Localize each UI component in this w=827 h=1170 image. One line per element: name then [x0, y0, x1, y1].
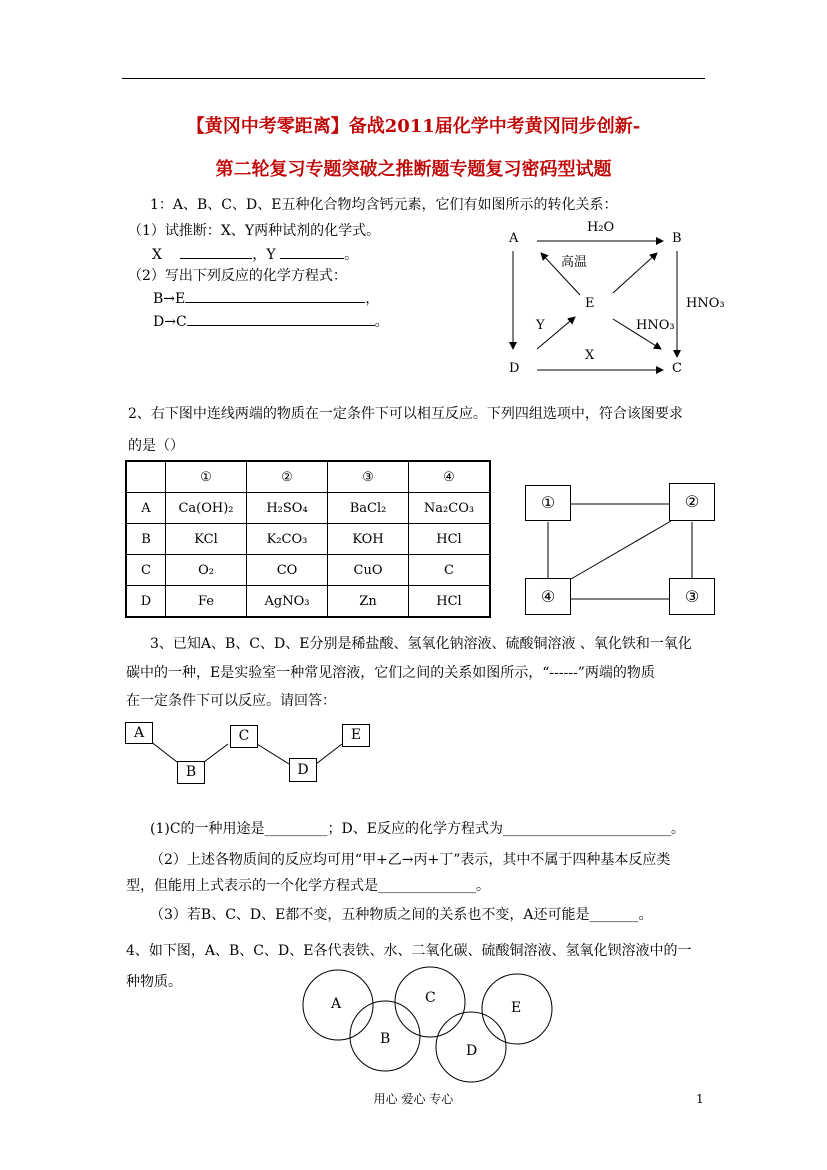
label-x: X — [585, 348, 595, 363]
row-label: D — [126, 586, 166, 618]
q1-eq2-line — [153, 313, 389, 331]
box-4: ④ — [525, 578, 571, 615]
node-d: D — [509, 361, 520, 376]
line-4-2 — [571, 521, 671, 579]
table-cell: C — [409, 555, 491, 586]
table-cell: Zn — [328, 586, 409, 618]
q1-intro: 1：A、B、C、D、E五种化合物均含钙元素，它们有如图所示的转化关系： — [150, 197, 618, 213]
chain-box-c: C — [230, 725, 258, 748]
chain-box-d: D — [289, 758, 317, 782]
ring-label-e: E — [511, 1000, 522, 1016]
table-header: ① — [166, 461, 247, 493]
row-label: B — [126, 524, 166, 555]
table-header: ③ — [328, 461, 409, 493]
q1-eq2-end: 。 — [374, 314, 389, 330]
table-cell: AgNO₃ — [247, 586, 328, 618]
q1-p1-end: 。 — [344, 247, 359, 263]
table-cell: HCl — [409, 524, 491, 555]
label-gaowen: 高温 — [561, 255, 588, 270]
q2-options-table — [125, 460, 491, 618]
q1-eq1-label: B→E — [153, 291, 186, 307]
q1-blanks-xy — [152, 246, 358, 264]
table-header: ② — [247, 461, 328, 493]
table-row — [126, 524, 490, 555]
table-cell: CuO — [328, 555, 409, 586]
line-d-e — [316, 744, 342, 764]
label-y: Y — [536, 318, 545, 333]
q1-eq1-end: ， — [365, 291, 380, 307]
ring-label-d: D — [466, 1043, 478, 1059]
q1-y-label: ，Y — [252, 247, 276, 263]
q3-sub2a: （2）上述各物质间的反应均可用“甲+乙→丙+丁”表示，其中不属于四种基本反应类 — [150, 852, 671, 868]
node-b: B — [672, 231, 682, 246]
box-2: ② — [669, 483, 715, 521]
table-cell: K₂CO₃ — [247, 524, 328, 555]
node-a: A — [509, 231, 519, 246]
table-cell: O₂ — [166, 555, 247, 586]
chain-box-e: E — [342, 724, 370, 747]
ring-label-b: B — [380, 1031, 391, 1047]
chain-box-a: A — [125, 722, 153, 744]
q1-eq2-label: D→C — [153, 314, 187, 330]
table-cell: KOH — [328, 524, 409, 555]
table-header-row — [126, 461, 490, 493]
page-number: 1 — [696, 1092, 704, 1106]
node-e: E — [585, 296, 595, 311]
q1-eq1-line — [153, 290, 379, 308]
line-c-d — [257, 744, 289, 764]
table-cell: HCl — [409, 586, 491, 618]
table-cell: Na₂CO₃ — [409, 493, 491, 524]
header-rule — [122, 78, 705, 79]
q1-x-label: X — [152, 247, 162, 263]
table-row — [126, 555, 490, 586]
table-cell: CO — [247, 555, 328, 586]
arrow-e-to-b — [613, 253, 657, 293]
q1-y-blank[interactable] — [280, 258, 344, 259]
table-header: ④ — [409, 461, 491, 493]
box-3: ③ — [669, 578, 715, 615]
label-hno3-right: HNO₃ — [686, 296, 725, 311]
q4-line1: 4、如下图，A、B、C、D、E各代表铁、水、二氧化碳、硫酸铜溶液、氢氧化钡溶液中的一 — [126, 943, 692, 959]
page-footer: 用心 爱心 专心 — [373, 1092, 454, 1106]
q1-part1: （1）试推断：X、Y两种试剂的化学式。 — [128, 223, 381, 239]
q3-sub3: （3）若B、C、D、E都不变，五种物质之间的关系也不变，A还可能是_______。 — [150, 907, 653, 923]
line-b-c — [204, 744, 228, 762]
q3-line3: 在一定条件下可以反应。请回答： — [126, 693, 336, 709]
table-cell: Fe — [166, 586, 247, 618]
doc-title-line2: 第二轮复习专题突破之推断题专题复习密码型试题 — [215, 159, 612, 180]
row-label: C — [126, 555, 166, 586]
table-corner — [126, 461, 166, 493]
q1-eq1-blank[interactable] — [185, 302, 365, 303]
ring-label-a: A — [331, 996, 342, 1012]
node-c: C — [672, 361, 682, 376]
q1-part2: （2）写出下列反应的化学方程式： — [128, 268, 347, 284]
table-row — [126, 493, 490, 524]
q1-eq2-blank[interactable] — [187, 325, 375, 326]
q3-sub1: (1)C的一种用途是_________；D、E反应的化学方程式为________________________。 — [150, 821, 685, 837]
label-h2o: H₂O — [587, 220, 615, 235]
q4-line2: 种物质。 — [126, 974, 182, 990]
row-label: A — [126, 493, 166, 524]
q2-line2: 的是（） — [128, 438, 184, 454]
q1-x-blank[interactable] — [180, 258, 252, 259]
doc-title-line1: 【黄冈中考零距离】备战2011届化学中考黄冈同步创新- — [186, 116, 641, 137]
q3-sub2b: 型，但能用上式表示的一个化学方程式是______________。 — [126, 878, 490, 894]
q2-line1: 2、右下图中连线两端的物质在一定条件下可以相互反应。下列四组选项中，符合该图要求 — [128, 406, 683, 422]
table-row — [126, 586, 490, 618]
table-cell: H₂SO₄ — [247, 493, 328, 524]
chain-box-b: B — [177, 761, 205, 784]
q3-line1: 3、已知A、B、C、D、E分别是稀盐酸、氢氧化钠溶液、硫酸铜溶液 、氧化铁和一氧化 — [150, 636, 692, 652]
q3-line2: 碳中的一种，E是实验室一种常见溶液，它们之间的关系如图所示，“------”两端的物质 — [126, 665, 655, 681]
q4-rings-diagram — [295, 965, 560, 1085]
ring-label-c: C — [425, 990, 436, 1006]
label-hno3-diag: HNO₃ — [636, 318, 675, 333]
table-cell: Ca(OH)₂ — [166, 493, 247, 524]
box-1: ① — [525, 485, 571, 521]
line-a-b — [150, 741, 177, 762]
table-cell: KCl — [166, 524, 247, 555]
table-cell: BaCl₂ — [328, 493, 409, 524]
